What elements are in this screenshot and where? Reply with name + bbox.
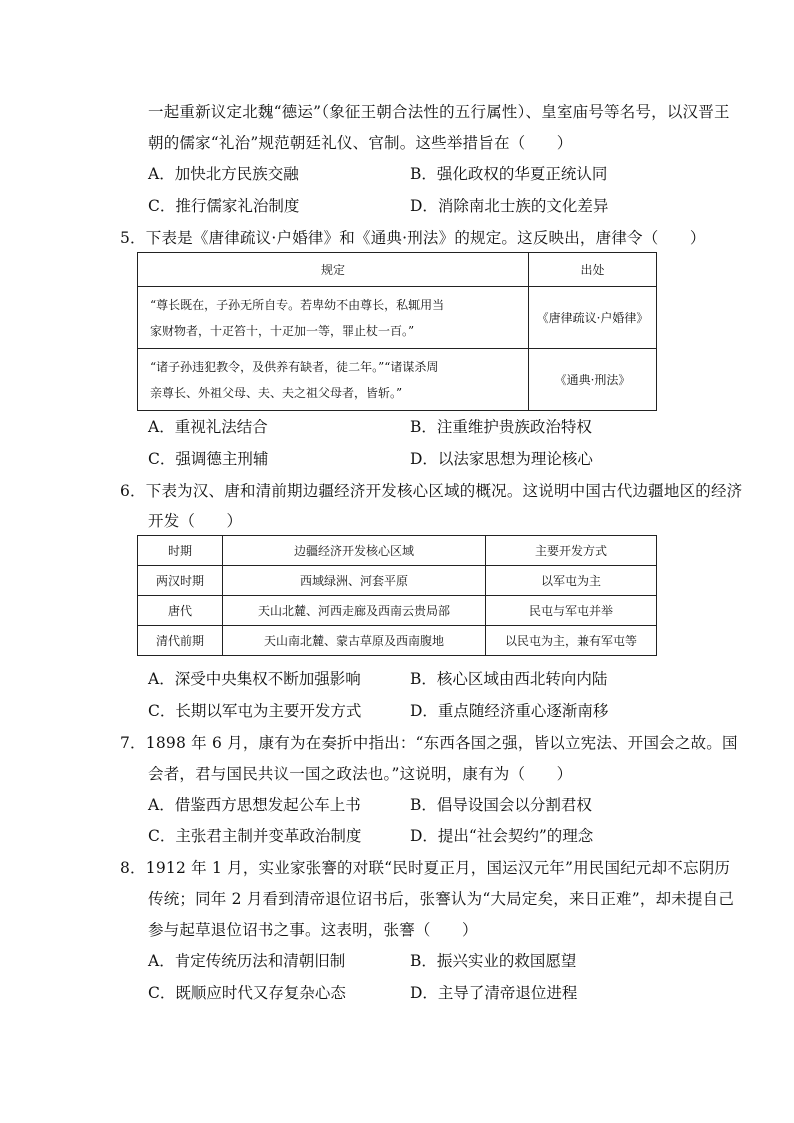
table-cell-source: 《唐律疏议·户婚律》 <box>529 287 657 349</box>
q6-option-c: C．长期以军屯为主要开发方式 <box>148 702 362 720</box>
q7-option-d: D．提出“社会契约”的理念 <box>410 827 594 845</box>
table-cell: 天山南北麓、蒙古草原及西南腹地 <box>223 626 486 656</box>
q5-option-a: A．重视礼法结合 <box>148 418 268 436</box>
q6-option-d: D．重点随经济重心逐渐南移 <box>410 702 609 720</box>
q7-stem-line1: 7．1898 年 6 月，康有为在奏折中指出：“东西各国之强，皆以立宪法、开国会之故。国 <box>120 734 738 752</box>
table-header-regulation: 规定 <box>138 253 529 287</box>
table-cell: 两汉时期 <box>138 566 223 596</box>
table-header-region: 边疆经济开发核心区域 <box>223 536 486 566</box>
table-row <box>138 566 657 596</box>
table-cell: 民屯与军屯并举 <box>486 596 657 626</box>
q4-option-b: B．强化政权的华夏正统认同 <box>410 165 608 183</box>
table-row <box>138 596 657 626</box>
table-cell: 西域绿洲、河套平原 <box>223 566 486 596</box>
q6-stem-line1: 6．下表为汉、唐和清前期边疆经济开发核心区域的概况。这说明中国古代边疆地区的经济 <box>120 482 743 500</box>
q5-stem: 5．下表是《唐律疏议·户婚律》和《通典·刑法》的规定。这反映出，唐律令（ ） <box>120 229 706 247</box>
q8-stem-line1: 8．1912 年 1 月，实业家张謇的对联“民时夏正月，国运汉元年”用民国纪元却不忘阴历 <box>120 859 731 877</box>
q6-table <box>137 535 657 656</box>
q5-table <box>137 252 657 411</box>
table-cell: 清代前期 <box>138 626 223 656</box>
q5-option-c: C．强调德主刑辅 <box>148 450 269 468</box>
regulation-text-line: 家财物者，十疋笞十，十疋加一等，罪止杖一百。” <box>150 323 415 338</box>
q4-option-d: D．消除南北士族的文化差异 <box>410 197 609 215</box>
q7-option-c: C．主张君主制并变革政治制度 <box>148 827 362 845</box>
table-header-row <box>138 536 657 566</box>
q7-stem-line2: 会者，君与国民共议一国之政法也。”这说明，康有为（ ） <box>148 765 573 783</box>
table-cell: 天山北麓、河西走廊及西南云贵局部 <box>223 596 486 626</box>
table-row <box>138 349 657 411</box>
q4-stem-line1: 一起重新议定北魏“德运”（象征王朝合法性的五行属性）、皇室庙号等名号，以汉晋王 <box>148 103 730 121</box>
table-cell-regulation <box>138 349 529 411</box>
q4-option-c: C．推行儒家礼治制度 <box>148 197 300 215</box>
table-cell: 以军屯为主 <box>486 566 657 596</box>
regulation-text-line: 亲尊长、外祖父母、夫、夫之祖父母者，皆斩。” <box>150 385 403 400</box>
q6-option-a: A．深受中央集权不断加强影响 <box>148 670 361 688</box>
q8-option-a: A．肯定传统历法和清朝旧制 <box>148 952 346 970</box>
q4-stem-line2: 朝的儒家“礼治”规范朝廷礼仪、官制。这些举措旨在（ ） <box>148 134 573 152</box>
q8-option-b: B．振兴实业的救国愿望 <box>410 952 577 970</box>
table-header-source: 出处 <box>529 253 657 287</box>
q6-option-b: B．核心区域由西北转向内陆 <box>410 670 608 688</box>
table-cell: 以民屯为主，兼有军屯等 <box>486 626 657 656</box>
q8-stem-line2: 传统；同年 2 月看到清帝退位诏书后，张謇认为“大局定矣，来日正难”，却未提自己 <box>148 890 735 908</box>
table-cell-source: 《通典·刑法》 <box>529 349 657 411</box>
q8-stem-line3: 参与起草退位诏书之事。这表明，张謇（ ） <box>148 921 478 939</box>
table-header-row <box>138 253 657 287</box>
regulation-text-line: “诸子孙违犯教令，及供养有缺者，徒二年。”“诸谋杀周 <box>150 359 439 374</box>
q8-option-c: C．既顺应时代又存复杂心态 <box>148 984 346 1002</box>
q6-stem-line2: 开发（ ） <box>148 512 243 530</box>
table-row <box>138 626 657 656</box>
q8-option-d: D．主导了清帝退位进程 <box>410 984 578 1002</box>
q5-option-b: B．注重维护贵族政治特权 <box>410 418 592 436</box>
table-header-period: 时期 <box>138 536 223 566</box>
q7-option-a: A．借鉴西方思想发起公车上书 <box>148 796 361 814</box>
q5-option-d: D．以法家思想为理论核心 <box>410 450 593 468</box>
table-row <box>138 287 657 349</box>
table-cell-regulation <box>138 287 529 349</box>
table-cell: 唐代 <box>138 596 223 626</box>
regulation-text-line: “尊长既在，子孙无所自专。若卑幼不由尊长，私辄用当 <box>150 297 445 312</box>
q7-option-b: B．倡导设国会以分割君权 <box>410 796 592 814</box>
q4-option-a: A．加快北方民族交融 <box>148 165 299 183</box>
table-header-method: 主要开发方式 <box>486 536 657 566</box>
